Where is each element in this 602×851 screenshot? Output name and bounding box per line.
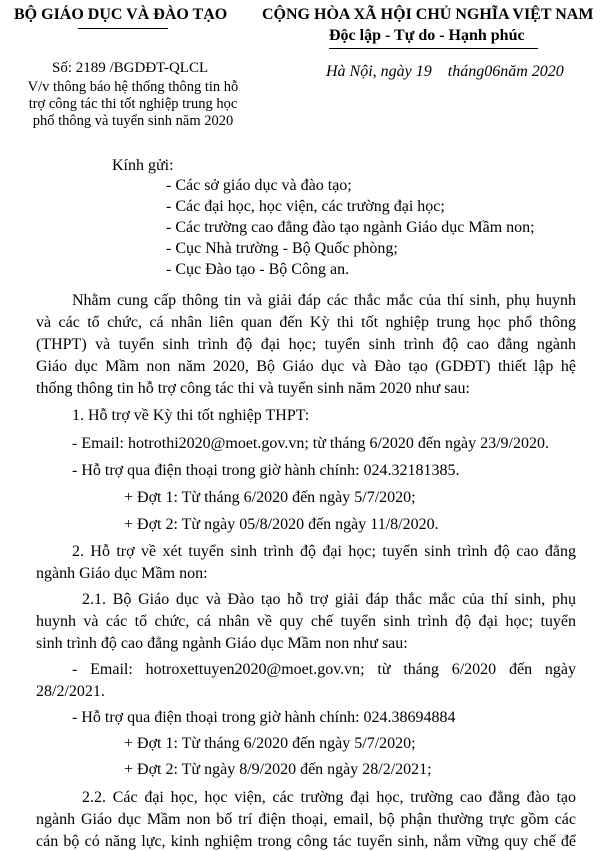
republic-name: CỘNG HÒA XÃ HỘI CHỦ NGHĨA VIỆT NAM [262, 6, 594, 23]
section-2-2-line: ngành Giáo dục Mầm non bố trí điện thoại, email, bộ phận thường trực gồm các [36, 811, 576, 828]
recipient-item: - Các đại học, học viện, các trường đại học; [166, 198, 445, 215]
section-2-1-phase-1: + Đợt 1: Từ tháng 6/2020 đến ngày 5/7/2020; [124, 735, 416, 752]
section-2-1-phone: - Hỗ trợ qua điện thoại trong giờ hành chính: 024.38694884 [72, 709, 456, 726]
intro-line: thống thông tin hỗ trợ công tác thi và tuyển sinh năm 2020 như sau: [36, 380, 470, 397]
ministry-name: BỘ GIÁO DỤC VÀ ĐÀO TẠO [14, 6, 228, 23]
recipient-item: - Các trường cao đẳng đào tạo ngành Giáo dục Mầm non; [166, 219, 535, 236]
section-1-title: 1. Hỗ trợ về Kỳ thi tốt nghiệp THPT: [72, 407, 310, 424]
intro-line: Giáo dục Mầm non năm 2020, Bộ Giáo dục và Đào tạo (GDĐT) thiết lập hệ [36, 358, 576, 375]
section-2-1-line: huynh và các tổ chức, cá nhân về quy chế tuyển sinh trình độ đại học; tuyển [36, 613, 576, 630]
section-1-email: - Email: hotrothi2020@moet.gov.vn; từ tháng 6/2020 đến ngày 23/9/2020. [72, 435, 549, 452]
intro-line: (THPT) và tuyển sinh trình độ đại học; tuyển sinh trình độ cao đẳng ngành [36, 336, 576, 353]
document-number: Số: 2189 /BGDĐT-QLCL [52, 60, 209, 76]
section-1-phase-1: + Đợt 1: Từ tháng 6/2020 đến ngày 5/7/2020; [124, 489, 416, 506]
subject-line: V/v thông báo hệ thống thông tin hỗ [27, 79, 239, 95]
document-subject [22, 79, 244, 130]
section-2-1-email: - Email: hotroxettuyen2020@moet.gov.vn; từ tháng 6/2020 đến ngày [72, 661, 576, 678]
recipients-label: Kính gửi: [112, 157, 174, 174]
section-2-title: 2. Hỗ trợ về xét tuyển sinh trình độ đại học; tuyển sinh trình độ cao đẳng [72, 543, 576, 560]
section-2-2-line: cán bộ có năng lực, kinh nghiệm trong công tác tuyển sinh, nắm vững quy chế để [36, 833, 576, 850]
national-motto: Độc lập - Tự do - Hạnh phúc [329, 27, 525, 44]
section-2-1-line: 2.1. Bộ Giáo dục và Đào tạo hỗ trợ giải đáp thắc mắc của thí sinh, phụ [82, 591, 576, 608]
section-2-1-phase-2: + Đợt 2: Từ ngày 8/9/2020 đến ngày 28/2/2021; [124, 761, 432, 778]
section-2-title-cont: ngành Giáo dục Mầm non: [36, 565, 208, 582]
recipient-item: - Cục Nhà trường - Bộ Quốc phòng; [166, 240, 398, 257]
subject-line: trợ công tác thi tốt nghiệp trung học [28, 96, 238, 112]
intro-line: và các tổ chức, cá nhân liên quan đến Kỳ thi tốt nghiệp trung học phổ thông [36, 314, 576, 331]
issue-date: Hà Nội, ngày 19 tháng06năm 2020 [326, 63, 564, 80]
section-1-phase-2: + Đợt 2: Từ ngày 05/8/2020 đến ngày 11/8/2020. [124, 516, 439, 533]
section-2-2-line: 2.2. Các đại học, học viện, các trường đại học, trường cao đẳng đào tạo [82, 789, 576, 806]
recipient-item: - Các sở giáo dục và đào tạo; [166, 177, 352, 194]
section-2-1-line: sinh trình độ cao đẳng ngành Giáo dục Mầm non như sau: [36, 635, 408, 652]
subject-line: phổ thông và tuyển sinh năm 2020 [32, 113, 234, 129]
motto-underline [329, 48, 538, 49]
ministry-underline [78, 28, 168, 29]
recipients-list [166, 175, 535, 280]
recipient-item: - Cục Đào tạo - Bộ Công an. [166, 261, 350, 278]
section-1-phone: - Hỗ trợ qua điện thoại trong giờ hành chính: 024.32181385. [72, 462, 460, 479]
section-2-1-email-cont: 28/2/2021. [36, 683, 105, 700]
intro-line: Nhằm cung cấp thông tin và giải đáp các thắc mắc của thí sinh, phụ huynh [72, 292, 576, 309]
